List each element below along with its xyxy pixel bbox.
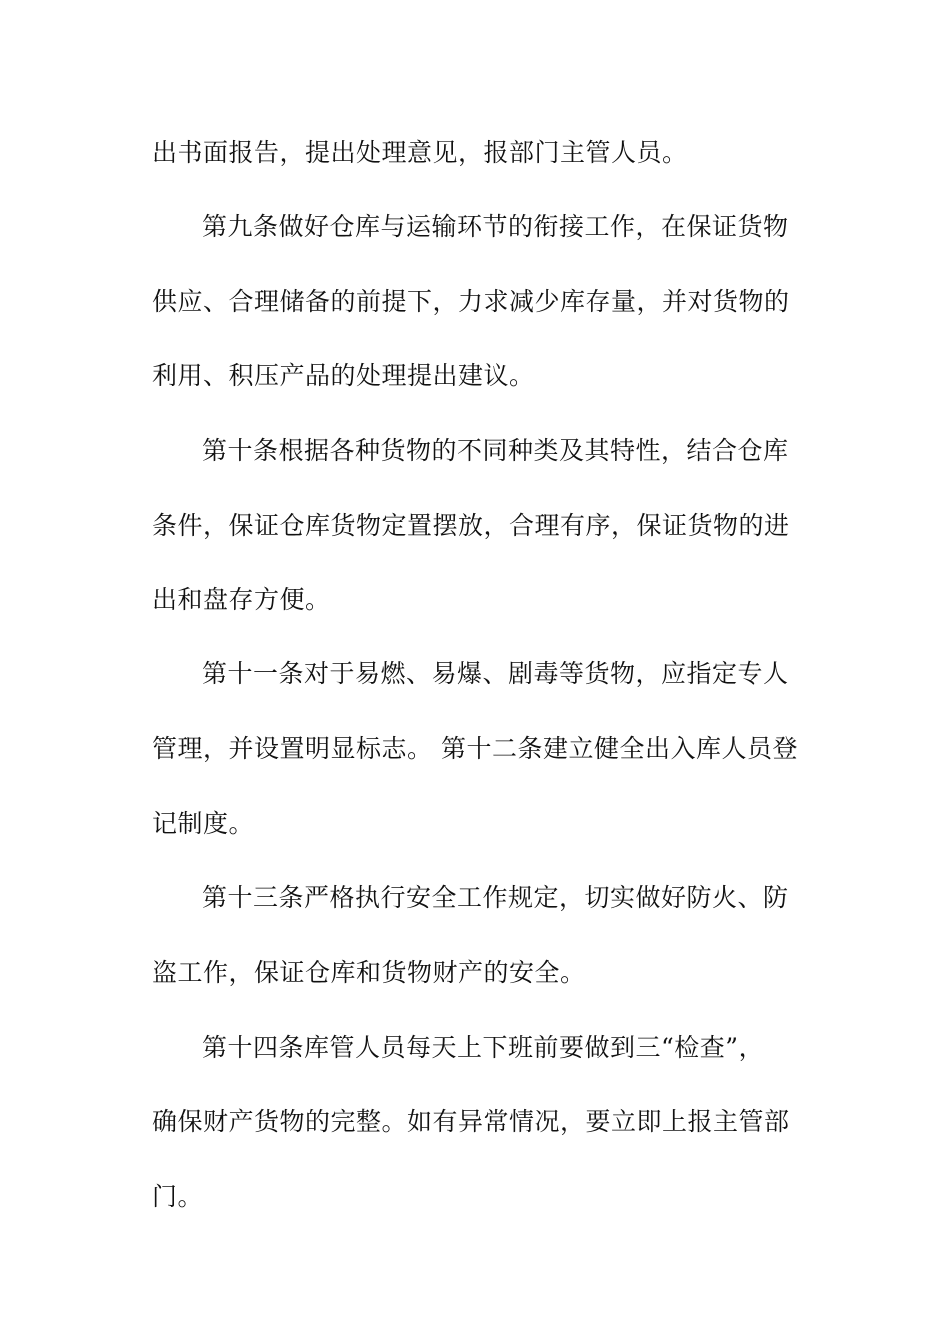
text-line: 确保财产货物的完整。如有异常情况，要立即上报主管部 bbox=[152, 1107, 790, 1136]
text-line: 第十四条库管人员每天上下班前要做到三“检查”， bbox=[202, 1033, 765, 1062]
text-line: 出和盘存方便。 bbox=[152, 585, 331, 614]
text-line: 第十条根据各种货物的不同种类及其特性，结合仓库 bbox=[202, 436, 789, 465]
text-line: 利用、积压产品的处理提出建议。 bbox=[152, 361, 535, 390]
text-line: 门。 bbox=[152, 1182, 204, 1211]
text-line: 第十三条严格执行安全工作规定，切实做好防火、防 bbox=[202, 883, 789, 912]
text-line: 第十一条对于易燃、易爆、剧毒等货物，应指定专人 bbox=[202, 659, 789, 688]
text-line: 出书面报告，提出处理意见，报部门主管人员。 bbox=[152, 138, 688, 167]
text-line: 供应、合理储备的前提下，力求减少库存量，并对货物的 bbox=[152, 287, 790, 316]
text-line: 第九条做好仓库与运输环节的衔接工作，在保证货物 bbox=[202, 212, 789, 241]
text-line: 条件，保证仓库货物定置摆放，合理有序，保证货物的进 bbox=[152, 511, 790, 540]
text-line: 管理，并设置明显标志。 第十二条建立健全出入库人员登 bbox=[152, 734, 798, 763]
text-line: 记制度。 bbox=[152, 809, 255, 838]
text-line: 盗工作，保证仓库和货物财产的安全。 bbox=[152, 958, 586, 987]
